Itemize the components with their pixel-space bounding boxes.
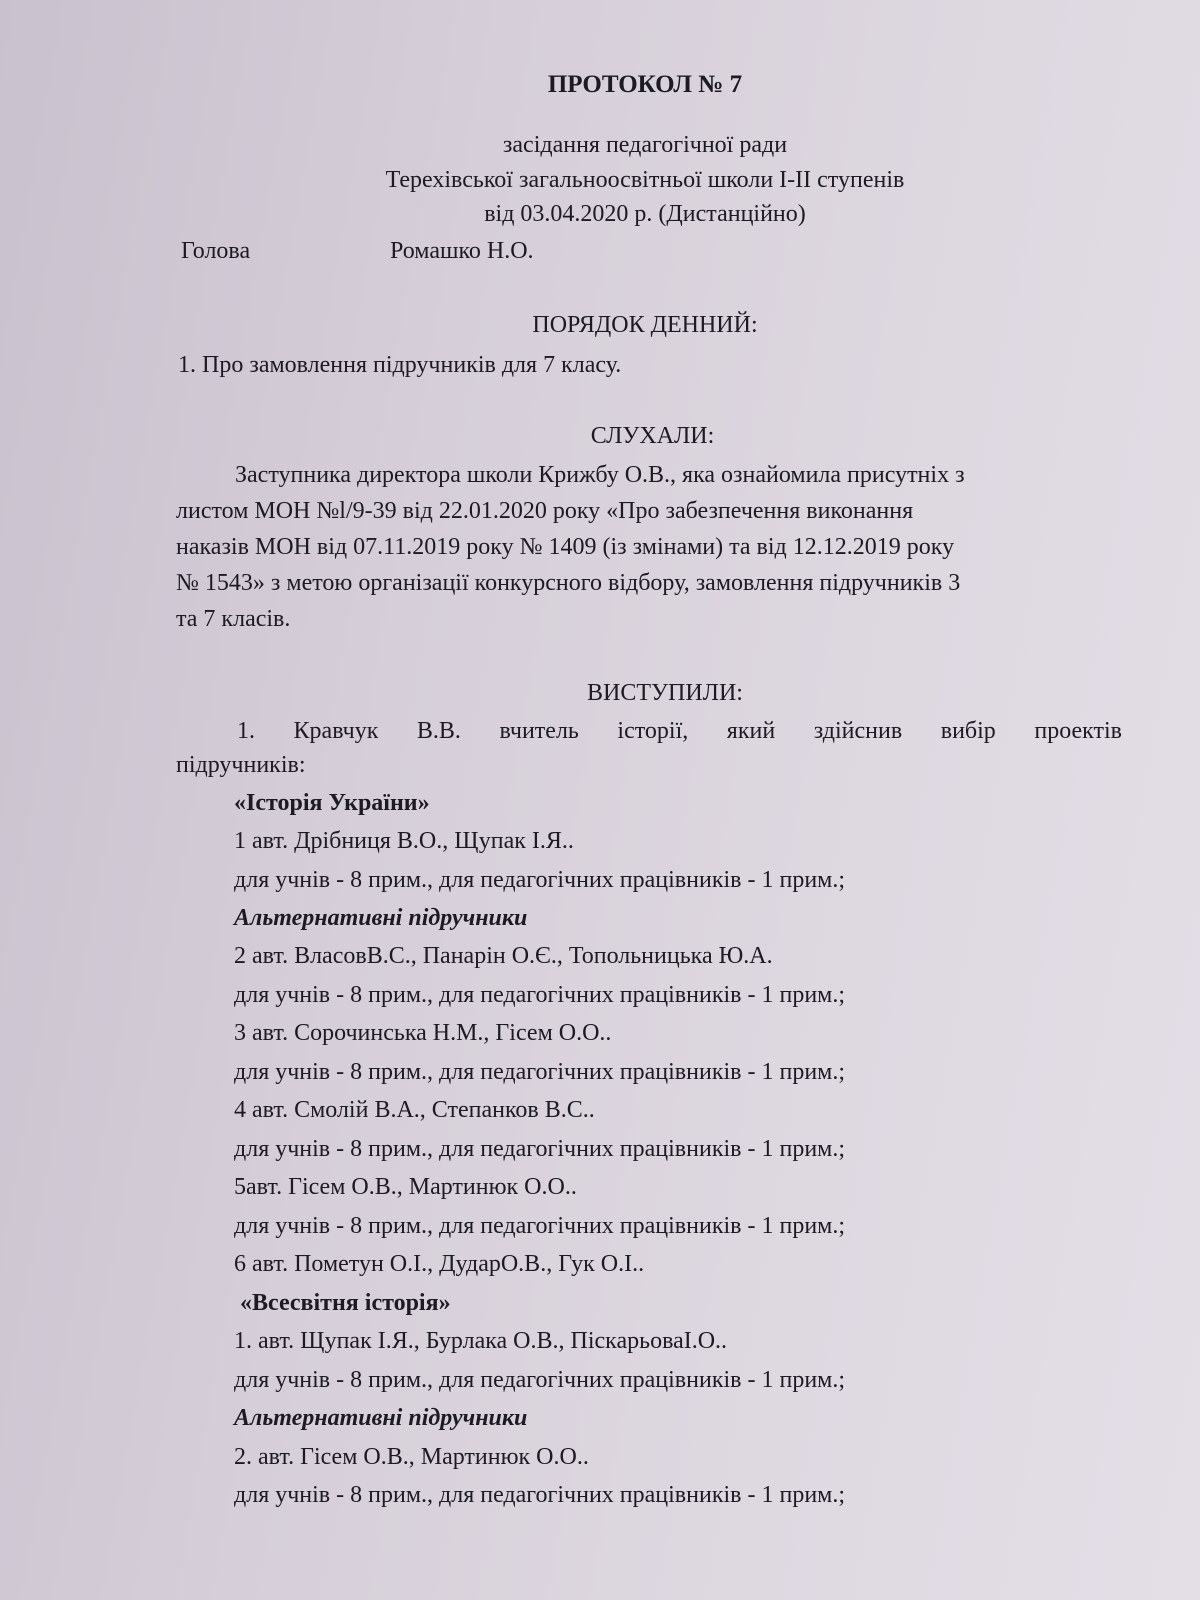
heard-line: Заступника директора школи Крижбу О.В., яка ознайомила присутніх з (235, 462, 965, 488)
author-line: 2 авт. ВласовВ.С., Панарін О.Є., Топольницька Ю.А. (234, 943, 773, 969)
intro-word: вчитель (499, 718, 579, 744)
document-title: ПРОТОКОЛ № 7 (547, 71, 743, 98)
author-line: 2. авт. Гісем О.В., Мартинюк О.О.. (234, 1444, 589, 1470)
quantity-line: для учнів - 8 прим., для педагогічних працівників - 1 прим.; (234, 867, 846, 893)
intro-word: який (726, 718, 776, 744)
quantity-line: для учнів - 8 прим., для педагогічних працівників - 1 прим.; (234, 982, 846, 1008)
intro-word: В.В. (416, 718, 461, 744)
author-line: 3 авт. Сорочинська Н.М., Гісем О.О.. (234, 1020, 612, 1046)
heard-line: № 1543» з метою організації конкурсного відбору, замовлення підручників 3 (176, 570, 961, 596)
author-line: 1 авт. Дрібниця В.О., Щупак І.Я.. (234, 828, 574, 854)
agenda-item: 1. Про замовлення підручників для 7 класу. (178, 352, 622, 378)
quantity-line: для учнів - 8 прим., для педагогічних працівників - 1 прим.; (234, 1213, 846, 1239)
subject-heading: «Всесвітня історія» (240, 1290, 451, 1316)
document-subtitle-council: засідання педагогічної ради (502, 132, 788, 158)
quantity-line: для учнів - 8 прим., для педагогічних працівників - 1 прим.; (234, 1136, 846, 1162)
quantity-line: для учнів - 8 прим., для педагогічних працівників - 1 прим.; (234, 1059, 846, 1085)
heard-line: наказів МОН від 07.11.2019 року № 1409 (із змінами) та від 12.12.2019 року (176, 534, 955, 560)
heard-line: та 7 класів. (176, 606, 291, 632)
intro-word: 1. (237, 718, 255, 744)
document-date: від 03.04.2020 р. (Дистанційно) (484, 201, 806, 227)
author-line: 1. авт. Щупак І.Я., Бурлака О.В., ПіскарьоваІ.О.. (234, 1328, 728, 1354)
alternative-heading: Альтернативні підручники (234, 905, 528, 931)
quantity-line: для учнів - 8 прим., для педагогічних працівників - 1 прим.; (234, 1482, 846, 1508)
intro-word: історії, (617, 718, 689, 744)
author-line: 6 авт. Пометун О.І., ДударО.В., Гук О.І.. (234, 1251, 645, 1277)
spoke-heading: ВИСТУПИЛИ: (587, 680, 743, 706)
intro-word: вибір (940, 718, 996, 744)
author-line: 4 авт. Смолій В.А., Степанков В.С.. (234, 1097, 595, 1123)
intro-word: проектів (1034, 718, 1122, 744)
quantity-line: для учнів - 8 прим., для педагогічних працівників - 1 прим.; (234, 1367, 846, 1393)
alternative-heading: Альтернативні підручники (234, 1405, 528, 1431)
spoke-intro-line (237, 716, 1122, 746)
intro-word: Кравчук (293, 718, 379, 744)
agenda-heading: ПОРЯДОК ДЕННИЙ: (532, 312, 758, 338)
heard-line: листом МОН №l/9-39 від 22.01.2020 року «Про забезпечення виконання (176, 498, 914, 524)
heard-heading: СЛУХАЛИ: (590, 423, 715, 449)
chair-label: Голова (181, 238, 251, 264)
author-line: 5авт. Гісем О.В., Мартинюк О.О.. (234, 1174, 577, 1200)
intro-word: здійснив (813, 718, 903, 744)
chair-name: Ромашко Н.О. (390, 238, 534, 264)
document-subtitle-school: Терехівської загальноосвітньої школи І-ІІ ступенів (385, 167, 905, 193)
subject-heading: «Історія України» (234, 790, 430, 816)
spoke-intro-line2: підручників: (176, 752, 306, 778)
